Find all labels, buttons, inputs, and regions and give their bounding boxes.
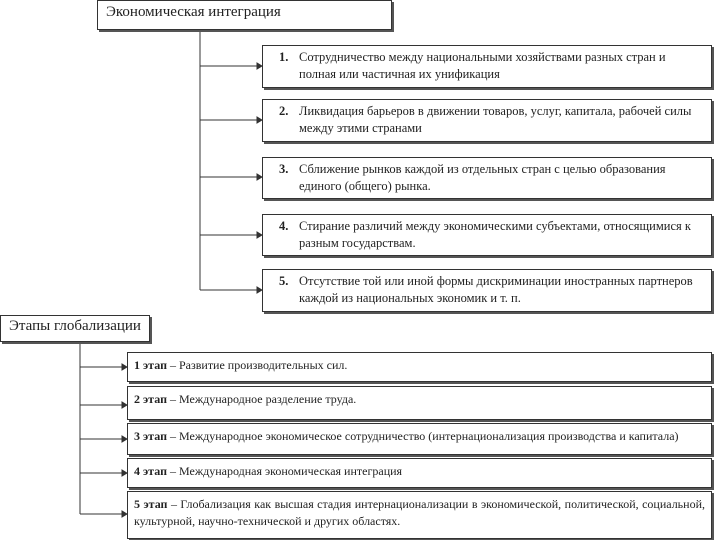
stage-label: 4 этап: [134, 464, 167, 478]
stage-text: – Международное экономическое сотрудничество (интернационализация производства и капитала): [166, 429, 679, 443]
globalization-stage: [127, 386, 712, 420]
item-number: 3.: [279, 162, 289, 176]
stage-label: 5 этап: [134, 497, 168, 511]
globalization-title: Этапы глобализации: [9, 318, 141, 334]
stage-label: 1 этап: [134, 358, 167, 372]
globalization-stage: [127, 352, 712, 382]
stage-text: – Международное разделение труда.: [166, 392, 357, 406]
item-number: 1.: [279, 50, 289, 64]
integration-title-box: [97, 0, 392, 30]
globalization-stage: [127, 423, 712, 455]
integration-item: [262, 157, 712, 199]
item-number: 2.: [279, 104, 289, 118]
stage-text: – Глобализация как высшая стадия интернационализации в экономической, политической, социальной, культурной, научно-технической и других областях.: [134, 497, 706, 528]
integration-item: [262, 269, 712, 312]
item-text: Сотрудничество между национальными хозяйствами разных стран и полная или частичная их унификация: [299, 50, 666, 81]
stage-label: 2 этап: [134, 392, 167, 406]
integration-item: [262, 214, 712, 256]
item-text: Ликвидация барьеров в движении товаров, услуг, капитала, рабочей силы между этими странами: [299, 104, 692, 135]
integration-item: [262, 45, 712, 88]
stage-text: – Развитие производительных сил.: [166, 358, 348, 372]
item-number: 5.: [279, 274, 289, 288]
integration-item: [262, 99, 712, 142]
item-number: 4.: [279, 219, 289, 233]
item-text: Сближение рынков каждой из отдельных стран с целью образования единого (общего) рынка.: [299, 162, 666, 193]
stage-label: 3 этап: [134, 429, 167, 443]
globalization-title-box: [0, 315, 150, 342]
globalization-stage: [127, 458, 712, 488]
globalization-stage: [127, 491, 712, 539]
stage-text: – Международная экономическая интеграция: [166, 464, 403, 478]
item-text: Стирание различий между экономическими субъектами, относящимися к разным государствам.: [299, 219, 691, 250]
integration-title: Экономическая интеграция: [106, 4, 281, 20]
item-text: Отсутствие той или иной формы дискриминации иностранных партнеров каждой из национальных экономик и т. п.: [299, 274, 693, 305]
